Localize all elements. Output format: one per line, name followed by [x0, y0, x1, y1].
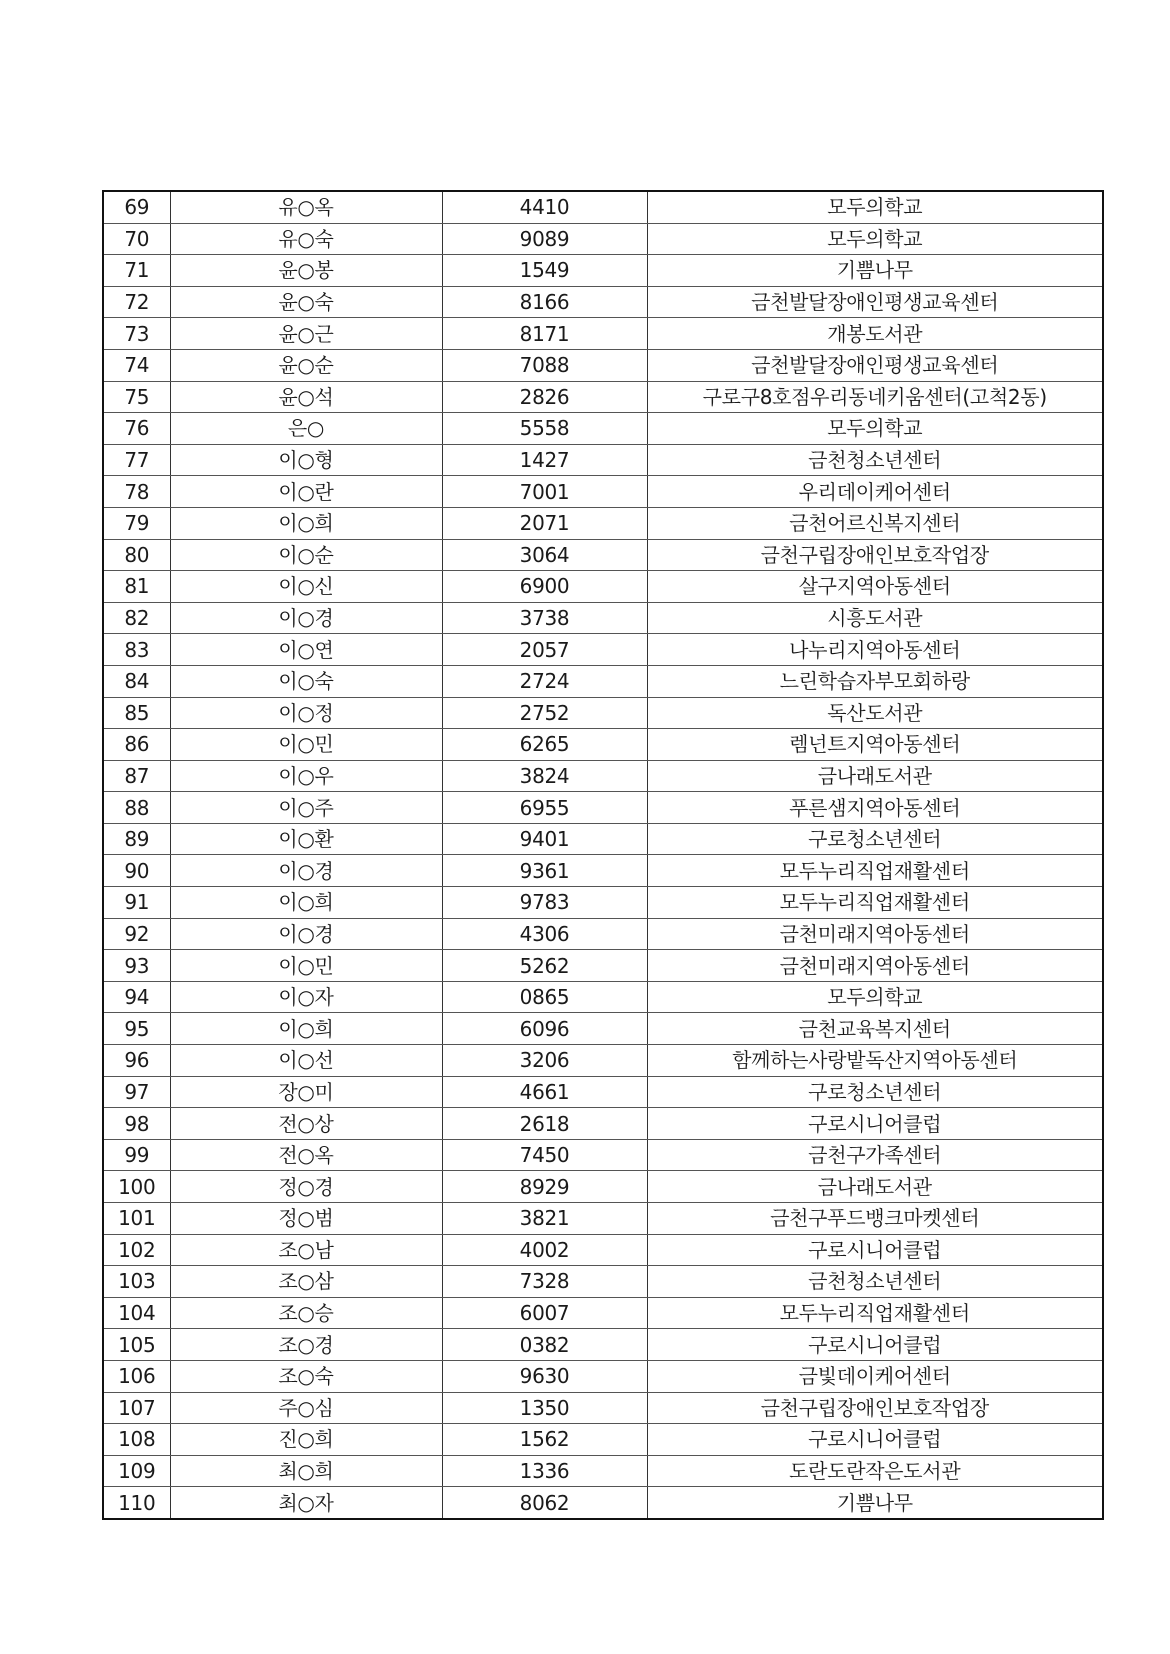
code-cell: 4410: [442, 191, 647, 223]
table-row: [103, 697, 1103, 729]
masked-name-cell: 이○민: [170, 950, 442, 982]
masked-name-cell: 이○란: [170, 476, 442, 508]
code-cell: 1350: [442, 1392, 647, 1424]
row-number-cell: 91: [103, 887, 170, 919]
organization-cell: 금천청소년센터: [647, 444, 1103, 476]
row-number-cell: 86: [103, 729, 170, 761]
masked-name-cell: 조○경: [170, 1329, 442, 1361]
row-number-cell: 79: [103, 507, 170, 539]
table-row: [103, 444, 1103, 476]
organization-cell: 푸른샘지역아동센터: [647, 792, 1103, 824]
code-cell: 9630: [442, 1360, 647, 1392]
row-number-cell: 94: [103, 981, 170, 1013]
table-row: [103, 1424, 1103, 1456]
organization-cell: 우리데이케어센터: [647, 476, 1103, 508]
organization-cell: 구로청소년센터: [647, 1076, 1103, 1108]
row-number-cell: 99: [103, 1139, 170, 1171]
organization-cell: 구로청소년센터: [647, 823, 1103, 855]
masked-name-cell: 이○환: [170, 823, 442, 855]
code-cell: 1336: [442, 1455, 647, 1487]
table-row: [103, 1297, 1103, 1329]
organization-cell: 금천미래지역아동센터: [647, 950, 1103, 982]
row-number-cell: 109: [103, 1455, 170, 1487]
table-row: [103, 1013, 1103, 1045]
masked-name-cell: 유○숙: [170, 223, 442, 255]
table-row: [103, 1487, 1103, 1519]
organization-cell: 개봉도서관: [647, 318, 1103, 350]
masked-name-cell: 이○주: [170, 792, 442, 824]
masked-name-cell: 조○삼: [170, 1266, 442, 1298]
masked-name-cell: 이○민: [170, 729, 442, 761]
organization-cell: 모두누리직업재활센터: [647, 887, 1103, 919]
table-row: [103, 823, 1103, 855]
row-number-cell: 74: [103, 349, 170, 381]
table-row: [103, 950, 1103, 982]
code-cell: 7001: [442, 476, 647, 508]
row-number-cell: 82: [103, 602, 170, 634]
organization-cell: 구로시니어클럽: [647, 1108, 1103, 1140]
masked-name-cell: 윤○순: [170, 349, 442, 381]
masked-name-cell: 이○숙: [170, 665, 442, 697]
organization-cell: 구로구8호점우리동네키움센터(고척2동): [647, 381, 1103, 413]
table-row: [103, 507, 1103, 539]
masked-name-cell: 이○희: [170, 1013, 442, 1045]
row-number-cell: 108: [103, 1424, 170, 1456]
code-cell: 1427: [442, 444, 647, 476]
row-number-cell: 87: [103, 760, 170, 792]
code-cell: 3821: [442, 1203, 647, 1235]
organization-cell: 렘넌트지역아동센터: [647, 729, 1103, 761]
table-row: [103, 1171, 1103, 1203]
code-cell: 6900: [442, 571, 647, 603]
row-number-cell: 95: [103, 1013, 170, 1045]
organization-cell: 모두의학교: [647, 981, 1103, 1013]
row-number-cell: 72: [103, 286, 170, 318]
code-cell: 2057: [442, 634, 647, 666]
masked-name-cell: 이○경: [170, 855, 442, 887]
code-cell: 8929: [442, 1171, 647, 1203]
code-cell: 3064: [442, 539, 647, 571]
code-cell: 3824: [442, 760, 647, 792]
masked-name-cell: 최○희: [170, 1455, 442, 1487]
organization-cell: 구로시니어클럽: [647, 1329, 1103, 1361]
table-row: [103, 349, 1103, 381]
masked-name-cell: 조○승: [170, 1297, 442, 1329]
masked-name-cell: 조○남: [170, 1234, 442, 1266]
masked-name-cell: 이○경: [170, 918, 442, 950]
row-number-cell: 80: [103, 539, 170, 571]
masked-name-cell: 진○희: [170, 1424, 442, 1456]
organization-cell: 구로시니어클럽: [647, 1234, 1103, 1266]
code-cell: 2752: [442, 697, 647, 729]
roster-table-body: [103, 191, 1103, 1519]
organization-cell: 독산도서관: [647, 697, 1103, 729]
code-cell: 6007: [442, 1297, 647, 1329]
code-cell: 5262: [442, 950, 647, 982]
table-row: [103, 918, 1103, 950]
code-cell: 6096: [442, 1013, 647, 1045]
organization-cell: 나누리지역아동센터: [647, 634, 1103, 666]
organization-cell: 금나래도서관: [647, 760, 1103, 792]
table-row: [103, 981, 1103, 1013]
masked-name-cell: 장○미: [170, 1076, 442, 1108]
table-row: [103, 602, 1103, 634]
masked-name-cell: 주○심: [170, 1392, 442, 1424]
code-cell: 9783: [442, 887, 647, 919]
masked-name-cell: 이○순: [170, 539, 442, 571]
masked-name-cell: 이○선: [170, 1045, 442, 1077]
row-number-cell: 78: [103, 476, 170, 508]
organization-cell: 도란도란작은도서관: [647, 1455, 1103, 1487]
organization-cell: 모두의학교: [647, 223, 1103, 255]
row-number-cell: 70: [103, 223, 170, 255]
code-cell: 6955: [442, 792, 647, 824]
code-cell: 8166: [442, 286, 647, 318]
row-number-cell: 71: [103, 255, 170, 287]
table-row: [103, 539, 1103, 571]
code-cell: 4661: [442, 1076, 647, 1108]
masked-name-cell: 정○경: [170, 1171, 442, 1203]
masked-name-cell: 유○옥: [170, 191, 442, 223]
row-number-cell: 103: [103, 1266, 170, 1298]
code-cell: 2826: [442, 381, 647, 413]
code-cell: 1562: [442, 1424, 647, 1456]
organization-cell: 기쁨나무: [647, 1487, 1103, 1519]
code-cell: 9401: [442, 823, 647, 855]
organization-cell: 살구지역아동센터: [647, 571, 1103, 603]
code-cell: 3738: [442, 602, 647, 634]
organization-cell: 기쁨나무: [647, 255, 1103, 287]
masked-name-cell: 윤○석: [170, 381, 442, 413]
masked-name-cell: 이○연: [170, 634, 442, 666]
table-row: [103, 729, 1103, 761]
row-number-cell: 73: [103, 318, 170, 350]
row-number-cell: 90: [103, 855, 170, 887]
row-number-cell: 81: [103, 571, 170, 603]
table-row: [103, 1076, 1103, 1108]
organization-cell: 모두누리직업재활센터: [647, 1297, 1103, 1329]
table-row: [103, 760, 1103, 792]
table-row: [103, 255, 1103, 287]
row-number-cell: 105: [103, 1329, 170, 1361]
table-row: [103, 1360, 1103, 1392]
organization-cell: 금천미래지역아동센터: [647, 918, 1103, 950]
code-cell: 1549: [442, 255, 647, 287]
row-number-cell: 100: [103, 1171, 170, 1203]
code-cell: 8171: [442, 318, 647, 350]
code-cell: 2618: [442, 1108, 647, 1140]
table-row: [103, 1234, 1103, 1266]
table-row: [103, 413, 1103, 445]
masked-name-cell: 윤○근: [170, 318, 442, 350]
organization-cell: 금천어르신복지센터: [647, 507, 1103, 539]
organization-cell: 금빛데이케어센터: [647, 1360, 1103, 1392]
row-number-cell: 110: [103, 1487, 170, 1519]
organization-cell: 금천발달장애인평생교육센터: [647, 286, 1103, 318]
table-row: [103, 1045, 1103, 1077]
row-number-cell: 84: [103, 665, 170, 697]
organization-cell: 느린학습자부모회하랑: [647, 665, 1103, 697]
code-cell: 4002: [442, 1234, 647, 1266]
organization-cell: 모두의학교: [647, 191, 1103, 223]
masked-name-cell: 이○자: [170, 981, 442, 1013]
table-row: [103, 792, 1103, 824]
code-cell: 7328: [442, 1266, 647, 1298]
code-cell: 9361: [442, 855, 647, 887]
table-row: [103, 634, 1103, 666]
row-number-cell: 89: [103, 823, 170, 855]
organization-cell: 모두누리직업재활센터: [647, 855, 1103, 887]
row-number-cell: 104: [103, 1297, 170, 1329]
row-number-cell: 85: [103, 697, 170, 729]
code-cell: 2071: [442, 507, 647, 539]
masked-name-cell: 이○희: [170, 507, 442, 539]
code-cell: 0382: [442, 1329, 647, 1361]
masked-name-cell: 이○정: [170, 697, 442, 729]
masked-name-cell: 윤○봉: [170, 255, 442, 287]
masked-name-cell: 최○자: [170, 1487, 442, 1519]
masked-name-cell: 이○경: [170, 602, 442, 634]
masked-name-cell: 이○신: [170, 571, 442, 603]
row-number-cell: 97: [103, 1076, 170, 1108]
code-cell: 8062: [442, 1487, 647, 1519]
row-number-cell: 88: [103, 792, 170, 824]
row-number-cell: 92: [103, 918, 170, 950]
masked-name-cell: 조○숙: [170, 1360, 442, 1392]
row-number-cell: 106: [103, 1360, 170, 1392]
masked-name-cell: 은○: [170, 413, 442, 445]
table-row: [103, 1392, 1103, 1424]
table-row: [103, 223, 1103, 255]
organization-cell: 금천청소년센터: [647, 1266, 1103, 1298]
table-row: [103, 1329, 1103, 1361]
masked-name-cell: 이○형: [170, 444, 442, 476]
row-number-cell: 102: [103, 1234, 170, 1266]
row-number-cell: 107: [103, 1392, 170, 1424]
organization-cell: 금천발달장애인평생교육센터: [647, 349, 1103, 381]
code-cell: 2724: [442, 665, 647, 697]
row-number-cell: 101: [103, 1203, 170, 1235]
row-number-cell: 69: [103, 191, 170, 223]
code-cell: 9089: [442, 223, 647, 255]
table-row: [103, 286, 1103, 318]
organization-cell: 구로시니어클럽: [647, 1424, 1103, 1456]
table-row: [103, 1455, 1103, 1487]
table-row: [103, 476, 1103, 508]
table-row: [103, 571, 1103, 603]
table-row: [103, 855, 1103, 887]
code-cell: 5558: [442, 413, 647, 445]
row-number-cell: 98: [103, 1108, 170, 1140]
row-number-cell: 93: [103, 950, 170, 982]
masked-name-cell: 윤○숙: [170, 286, 442, 318]
row-number-cell: 96: [103, 1045, 170, 1077]
organization-cell: 금나래도서관: [647, 1171, 1103, 1203]
masked-name-cell: 전○상: [170, 1108, 442, 1140]
table-row: [103, 318, 1103, 350]
masked-name-cell: 이○희: [170, 887, 442, 919]
code-cell: 4306: [442, 918, 647, 950]
table-row: [103, 1108, 1103, 1140]
organization-cell: 모두의학교: [647, 413, 1103, 445]
organization-cell: 금천구립장애인보호작업장: [647, 539, 1103, 571]
masked-name-cell: 전○옥: [170, 1139, 442, 1171]
masked-name-cell: 정○범: [170, 1203, 442, 1235]
organization-cell: 시흥도서관: [647, 602, 1103, 634]
code-cell: 6265: [442, 729, 647, 761]
row-number-cell: 83: [103, 634, 170, 666]
row-number-cell: 75: [103, 381, 170, 413]
code-cell: 7450: [442, 1139, 647, 1171]
organization-cell: 금천구푸드뱅크마켓센터: [647, 1203, 1103, 1235]
code-cell: 3206: [442, 1045, 647, 1077]
row-number-cell: 76: [103, 413, 170, 445]
masked-name-cell: 이○우: [170, 760, 442, 792]
table-row: [103, 191, 1103, 223]
table-row: [103, 887, 1103, 919]
organization-cell: 금천구립장애인보호작업장: [647, 1392, 1103, 1424]
table-row: [103, 1203, 1103, 1235]
organization-cell: 함께하는사랑밭독산지역아동센터: [647, 1045, 1103, 1077]
table-row: [103, 1139, 1103, 1171]
table-row: [103, 665, 1103, 697]
code-cell: 7088: [442, 349, 647, 381]
row-number-cell: 77: [103, 444, 170, 476]
code-cell: 0865: [442, 981, 647, 1013]
roster-table: [102, 190, 1104, 1520]
table-row: [103, 1266, 1103, 1298]
organization-cell: 금천교육복지센터: [647, 1013, 1103, 1045]
organization-cell: 금천구가족센터: [647, 1139, 1103, 1171]
table-row: [103, 381, 1103, 413]
